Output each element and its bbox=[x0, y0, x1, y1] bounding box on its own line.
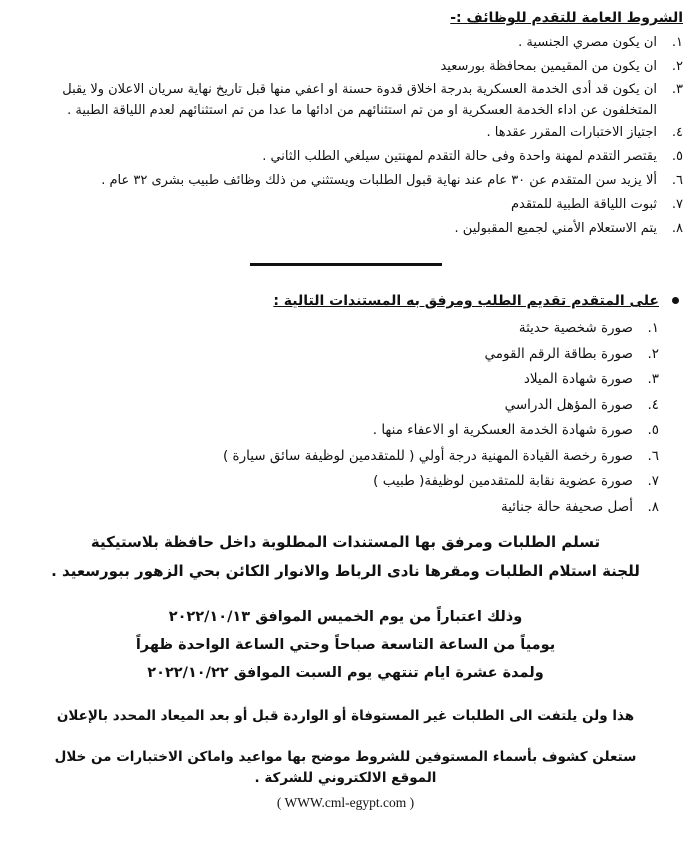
list-item bbox=[8, 495, 659, 521]
list-item bbox=[8, 316, 659, 342]
item-number: ٨. bbox=[647, 498, 659, 515]
item-text: يقتصر التقدم لمهنة واحدة وفى حالة التقدم لمهنتين سيلغي الطلب الثاني . bbox=[262, 149, 657, 164]
list-item bbox=[8, 217, 683, 241]
item-number: ٤. bbox=[647, 396, 659, 413]
item-number: ١. bbox=[647, 320, 659, 336]
item-text: صورة شهادة الخدمة العسكرية او الاعفاء منها . bbox=[372, 422, 633, 438]
item-number: ٥. bbox=[671, 149, 683, 164]
results-notice bbox=[8, 747, 683, 789]
item-text: يتم الاستعلام الأمني لجميع المقبولين . bbox=[454, 221, 657, 236]
item-text: أصل صحيفة حالة جنائية bbox=[500, 498, 633, 515]
list-item bbox=[8, 169, 683, 193]
results-line: ستعلن كشوف بأسماء المستوفين للشروط موضح بها مواعيد واماكن الاختبارات من خلال bbox=[54, 749, 637, 765]
item-number: ٣. bbox=[647, 371, 659, 387]
hours-line: يومياً من الساعة التاسعة صباحاً وحتي الساعة الواحدة ظهراً bbox=[135, 637, 556, 653]
results-line: الموقع الالكتروني للشركة . bbox=[254, 770, 437, 786]
item-number: ٧. bbox=[647, 473, 659, 489]
dates-notice bbox=[8, 603, 683, 687]
item-number: ٧. bbox=[671, 197, 683, 212]
list-item bbox=[8, 145, 683, 169]
list-item bbox=[8, 418, 659, 444]
item-number: ٢. bbox=[647, 345, 659, 362]
item-text: ان يكون من المقيمين بمحافظة بورسعيد bbox=[440, 59, 657, 74]
item-text: صورة شهادة الميلاد bbox=[523, 371, 633, 387]
list-item bbox=[8, 79, 683, 121]
documents-heading bbox=[8, 290, 683, 312]
list-item bbox=[8, 469, 659, 495]
item-number: ٥. bbox=[647, 422, 659, 438]
item-text: ثبوت اللياقة الطبية للمتقدم bbox=[510, 197, 657, 212]
item-text: ان يكون قد أدى الخدمة العسكرية بدرجة اخلاق قدوة حسنة او اعفي منها قبل تاريخ نهاية سريان الاعلان ولا يقبل المتخلفون عن اداء الخدمة العسكرية او من تم استثنائهم من ادائها ما عدا من تم استثنائهم لعدم اللياقة الطبية . bbox=[62, 82, 657, 118]
delivery-line: للجنة استلام الطلبات ومقرها نادى الرباط والانوار الكائن بحي الزهور ببورسعيد . bbox=[51, 562, 640, 580]
list-item bbox=[8, 55, 683, 79]
item-text: صورة رخصة القيادة المهنية درجة أولي ( للمتقدمين لوظيفة سائق سيارة ) bbox=[222, 447, 633, 464]
list-item bbox=[8, 393, 659, 419]
documents-heading-text: على المتقدم تقديم الطلب ومرفق به المستندات التالية : bbox=[273, 293, 659, 309]
list-item bbox=[8, 367, 659, 393]
item-text: ألا يزيد سن المتقدم عن ٣٠ عام عند نهاية قبول الطلبات ويستثني من ذلك وظائف طبيب بشرى ٣٢ عام . bbox=[101, 173, 657, 188]
start-date-line: وذلك اعتباراً من يوم الخميس الموافق ٢٠٢٢/١٠/١٣ bbox=[168, 609, 523, 625]
item-text: اجتياز الاختبارات المقرر عقدها . bbox=[486, 125, 657, 140]
item-number: ٦. bbox=[671, 173, 683, 188]
bullet-icon bbox=[672, 297, 679, 304]
list-item bbox=[8, 31, 683, 55]
list-item bbox=[8, 193, 683, 217]
end-date-line: ولمدة عشرة ايام تنتهي يوم السبت الموافق ٢٠٢٢/١٠/٢٢ bbox=[147, 665, 544, 681]
item-number: ٤. bbox=[671, 125, 683, 140]
item-number: ٨. bbox=[671, 221, 683, 236]
list-item bbox=[8, 444, 659, 470]
warning-notice: هذا ولن يلتفت الى الطلبات غير المستوفاة أو الواردة قبل أو بعد الميعاد المحدد بالإعلان bbox=[56, 708, 635, 724]
item-number: ١. bbox=[671, 35, 683, 50]
conditions-heading: الشروط العامة للتقدم للوظائف :- bbox=[450, 10, 683, 26]
item-text: صورة شخصية حديثة bbox=[518, 320, 633, 336]
list-item bbox=[8, 342, 659, 368]
list-item bbox=[8, 121, 683, 145]
item-number: ٢. bbox=[671, 59, 683, 74]
documents-list bbox=[8, 316, 683, 520]
item-text: صورة المؤهل الدراسي bbox=[504, 396, 633, 413]
item-text: صورة بطاقة الرقم القومي bbox=[484, 345, 633, 362]
section-divider bbox=[250, 263, 442, 266]
delivery-line: تسلم الطلبات ومرفق بها المستندات المطلوبة داخل حافظة بلاستيكية bbox=[90, 533, 601, 551]
item-number: ٦. bbox=[647, 447, 659, 464]
delivery-notice bbox=[8, 528, 683, 586]
website-link[interactable]: ( WWW.cml-egypt.com ) bbox=[276, 795, 415, 810]
item-text: صورة عضوية نقابة للمتقدمين لوظيفة( طبيب ) bbox=[373, 473, 633, 489]
item-text: ان يكون مصري الجنسية . bbox=[518, 35, 657, 50]
conditions-list bbox=[8, 31, 683, 241]
item-number: ٣. bbox=[671, 82, 683, 97]
